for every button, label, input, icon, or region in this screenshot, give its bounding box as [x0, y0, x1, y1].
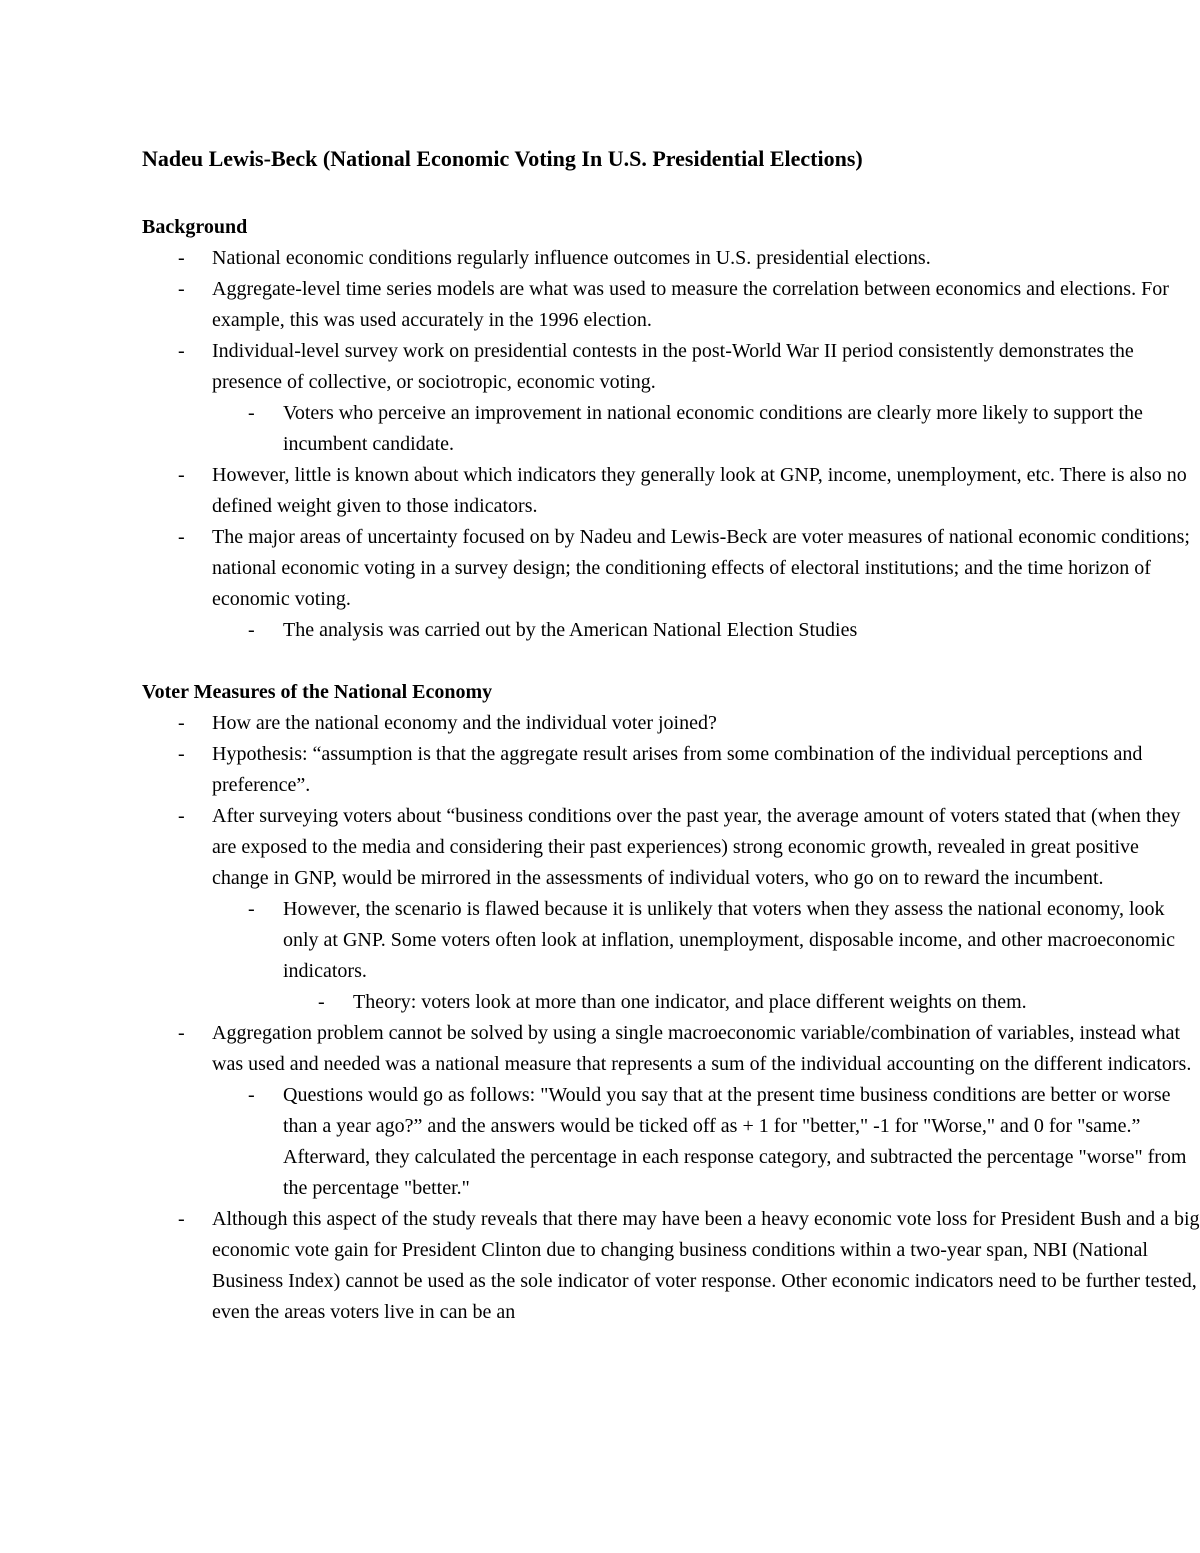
bullet-text: Voters who perceive an improvement in national economic conditions are clearly more likely to support the incumbent candidate.: [283, 402, 1143, 455]
bullet-text: After surveying voters about “business conditions over the past year, the average amount of voters stated that (when they are exposed to the media and considering their past experiences) strong economic growth, revealed in great positive change in GNP, would be mirrored in the assessments of individual voters, who go on to reward the incumbent.: [212, 805, 1181, 889]
bullet-text: The major areas of uncertainty focused on by Nadeu and Lewis-Beck are voter measures of national economic conditions; national economic voting in a survey design; the conditioning effects of electoral institutions; and the time horizon of economic voting.: [212, 526, 1190, 610]
bullet-item: [142, 1018, 1200, 1080]
dash-bullet-icon: -: [178, 464, 185, 486]
bullet-item: [142, 708, 1200, 739]
dash-bullet-icon: -: [178, 340, 185, 362]
bullet-item: [142, 1204, 1200, 1328]
document-body: [142, 212, 1200, 1328]
bullet-text: Hypothesis: “assumption is that the aggregate result arises from some combination of the individual perceptions and preference”.: [212, 743, 1143, 796]
bullet-item: [142, 801, 1200, 894]
dash-bullet-icon: -: [178, 278, 185, 300]
sub-bullet-item: [142, 1080, 1200, 1204]
document-title: Nadeu Lewis-Beck (National Economic Voting In U.S. Presidential Elections): [142, 146, 863, 171]
bullet-text: Aggregate-level time series models are what was used to measure the correlation between economics and elections. For example, this was used accurately in the 1996 election.: [212, 278, 1169, 331]
sub-sub-bullet-item: [142, 987, 1200, 1018]
bullet-item: [142, 243, 1200, 274]
dash-bullet-icon: -: [248, 898, 255, 920]
bullet-text: Individual-level survey work on presidential contests in the post-World War II period consistently demonstrates the presence of collective, or sociotropic, economic voting.: [212, 340, 1134, 393]
dash-bullet-icon: -: [178, 712, 185, 734]
dash-bullet-icon: -: [248, 1084, 255, 1106]
bullet-item: [142, 739, 1200, 801]
dash-bullet-icon: -: [178, 247, 185, 269]
section-spacer: [142, 646, 1200, 677]
dash-bullet-icon: -: [248, 619, 255, 641]
section-background: [142, 212, 1200, 646]
section-heading: Background: [142, 216, 248, 238]
bullet-text: Theory: voters look at more than one indicator, and place different weights on them.: [353, 991, 1027, 1013]
bullet-item: [142, 522, 1200, 615]
sub-bullet-item: [142, 398, 1200, 460]
bullet-item: [142, 460, 1200, 522]
bullet-item: [142, 274, 1200, 336]
dash-bullet-icon: -: [178, 743, 185, 765]
bullet-text: However, the scenario is flawed because it is unlikely that voters when they assess the national economy, look only at GNP. Some voters often look at inflation, unemployment, disposable income, and other macroeconomic indicators.: [283, 898, 1176, 982]
section-heading: Voter Measures of the National Economy: [142, 681, 493, 703]
dash-bullet-icon: -: [178, 526, 185, 548]
bullet-text: Questions would go as follows: "Would you say that at the present time business conditions are better or worse than a year ago?” and the answers would be ticked off as + 1 for "better," -1 for "Worse," and 0 for "same.” Afterward, they calculated the percentage in each response category, and subtracted the percentage "worse" from the percentage "better.": [283, 1084, 1187, 1199]
sub-bullet-item: [142, 894, 1200, 987]
bullet-text: Although this aspect of the study reveals that there may have been a heavy economic vote loss for President Bush and a big economic vote gain for President Clinton due to changing business conditions within a two-year span, NBI (National Business Index) cannot be used as the sole indicator of voter response. Other economic indicators need to be further tested, even the areas voters live in can be an: [212, 1208, 1200, 1323]
bullet-text: The analysis was carried out by the American National Election Studies: [283, 619, 858, 641]
dash-bullet-icon: -: [248, 402, 255, 424]
bullet-text: However, little is known about which indicators they generally look at GNP, income, unemployment, etc. There is also no defined weight given to those indicators.: [212, 464, 1187, 517]
dash-bullet-icon: -: [178, 1208, 185, 1230]
section-voter-measures: [142, 677, 1200, 1328]
bullet-text: Aggregation problem cannot be solved by using a single macroeconomic variable/combination of variables, instead what was used and needed was a national measure that represents a sum of the individual accounting on the different indicators.: [212, 1022, 1192, 1075]
sub-bullet-item: [142, 615, 1200, 646]
dash-bullet-icon: -: [318, 991, 325, 1013]
bullet-text: How are the national economy and the individual voter joined?: [212, 712, 717, 734]
dash-bullet-icon: -: [178, 1022, 185, 1044]
bullet-item: [142, 336, 1200, 398]
bullet-text: National economic conditions regularly influence outcomes in U.S. presidential elections.: [212, 247, 931, 269]
dash-bullet-icon: -: [178, 805, 185, 827]
